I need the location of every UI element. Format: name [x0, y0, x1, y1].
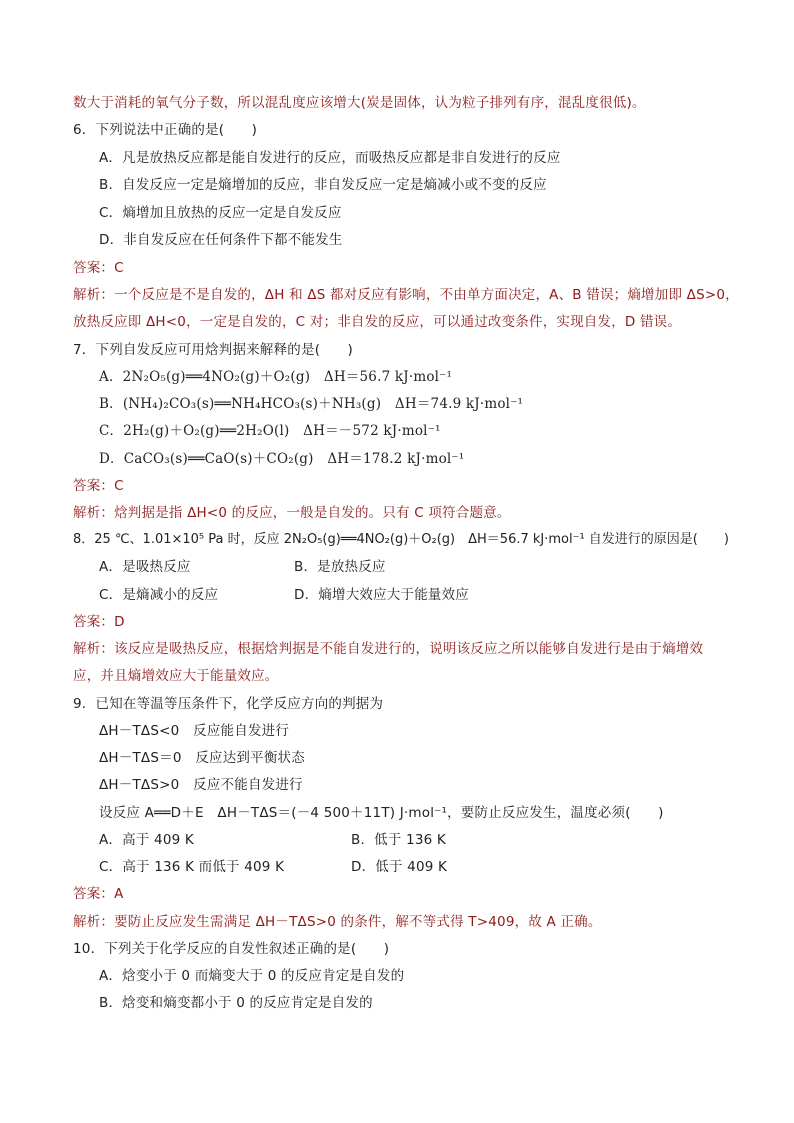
- question-6-explanation-line-2: 放热反应即 ΔH<0，一定是自发的，C 对；非自发的反应，可以通过改变条件，实现自发，D 错误。: [73, 314, 682, 330]
- question-10-option-b: B．焓变和熵变都小于 0 的反应肯定是自发的: [99, 995, 373, 1011]
- question-6-option-b: B．自发反应一定是熵增加的反应，非自发反应一定是熵减小或不变的反应: [99, 177, 547, 193]
- question-8-stem: 8．25 ℃、1.01×10⁵ Pa 时，反应 2N₂O₅(g)══4NO₂(g)＋O₂(g) ΔH＝56.7 kJ·mol⁻¹ 自发进行的原因是( ): [73, 532, 729, 547]
- question-7-option-a: A．2N₂O₅(g)══4NO₂(g)＋O₂(g) ΔH＝56.7 kJ·mol⁻¹: [99, 369, 453, 385]
- question-6-answer: 答案：C: [73, 260, 124, 276]
- question-9-option-a: A．高于 409 K: [99, 832, 194, 848]
- question-6-explanation-line-1: 解析：一个反应是不是自发的，ΔH 和 ΔS 都对反应有影响，不由单方面决定，A、B 错误；熵增加即 ΔS>0，: [73, 287, 739, 303]
- question-9-option-b: B．低于 136 K: [351, 832, 446, 848]
- question-9-option-d: D．低于 409 K: [351, 859, 448, 875]
- question-9-criterion-2: ΔH－TΔS＝0 反应达到平衡状态: [99, 750, 305, 766]
- question-10-stem: 10．下列关于化学反应的自发性叙述正确的是( ): [73, 941, 390, 957]
- question-8-option-a: A．是吸热反应: [99, 559, 191, 575]
- question-7-answer: 答案：C: [73, 478, 124, 494]
- question-9-answer: 答案：A: [73, 886, 124, 902]
- question-8-explanation-line-2: 应，并且熵增效应大于能量效应。: [73, 668, 279, 684]
- explanation-continuation: 数大于消耗的氧气分子数，所以混乱度应该增大(炭是固体，认为粒子排列有序，混乱度很低)。: [73, 95, 646, 111]
- question-6-stem: 6．下列说法中正确的是( ): [73, 122, 258, 138]
- question-9-criterion-1: ΔH－TΔS<0 反应能自发进行: [99, 723, 290, 739]
- question-6-option-c: C．熵增加且放热的反应一定是自发反应: [99, 205, 342, 221]
- question-7-stem: 7．下列自发反应可用焓判据来解释的是( ): [73, 342, 354, 358]
- question-6-option-a: A．凡是放热反应都是能自发进行的反应，而吸热反应都是非自发进行的反应: [99, 150, 561, 166]
- question-8-explanation-line-1: 解析：该反应是吸热反应，根据焓判据是不能自发进行的，说明该反应之所以能够自发进行是由于熵增效: [73, 641, 704, 657]
- question-9-stem: 9．已知在等温等压条件下，化学反应方向的判据为: [73, 696, 384, 712]
- question-7-option-d: D．CaCO₃(s)══CaO(s)＋CO₂(g) ΔH＝178.2 kJ·mol⁻¹: [99, 451, 465, 467]
- question-7-explanation: 解析：焓判据是指 ΔH<0 的反应，一般是自发的。只有 C 项符合题意。: [73, 505, 511, 521]
- question-9-option-c: C．高于 136 K 而低于 409 K: [99, 859, 285, 875]
- question-8-option-c: C．是熵减小的反应: [99, 587, 219, 603]
- question-8-answer: 答案：D: [73, 614, 125, 630]
- question-7-option-b: B．(NH₄)₂CO₃(s)══NH₄HCO₃(s)＋NH₃(g) ΔH＝74.9 kJ·mol⁻¹: [99, 396, 524, 412]
- question-9-explanation: 解析：要防止反应发生需满足 ΔH－TΔS>0 的条件，解不等式得 T>409，故 A 正确。: [73, 914, 602, 930]
- question-9-condition: 设反应 A══D＋E ΔH－TΔS＝(－4 500＋11T) J·mol⁻¹，要防止反应发生，温度必须( ): [99, 805, 664, 821]
- question-8-option-b: B．是放热反应: [294, 559, 386, 575]
- question-6-option-d: D．非自发反应在任何条件下都不能发生: [99, 232, 343, 248]
- question-7-option-c: C．2H₂(g)＋O₂(g)══2H₂O(l) ΔH＝－572 kJ·mol⁻¹: [99, 423, 441, 439]
- question-8-option-d: D．熵增大效应大于能量效应: [294, 587, 469, 603]
- question-10-option-a: A．焓变小于 0 而熵变大于 0 的反应肯定是自发的: [99, 968, 405, 984]
- question-9-criterion-3: ΔH－TΔS>0 反应不能自发进行: [99, 777, 303, 793]
